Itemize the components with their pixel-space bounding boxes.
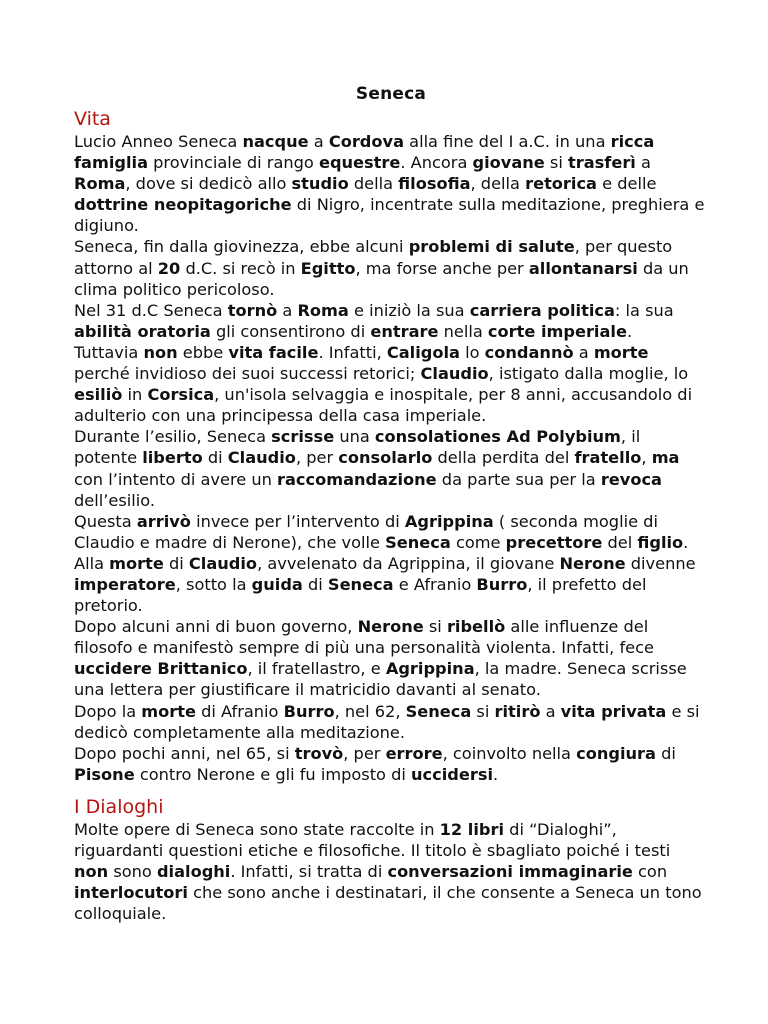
bold-text: Claudio [188,553,258,573]
text-run: , per questo attorno al [74,237,673,278]
text-run: : la sua [614,300,674,320]
text-run: del [602,532,638,552]
document-title: Seneca [355,84,427,104]
section-body-vita [74,131,708,785]
text-run: della perdita del [432,448,575,468]
bold-text: carriera politica [469,300,615,320]
bold-text: Seneca [405,701,472,721]
bold-text: Agrippina [385,659,475,679]
bold-text: trovò [294,743,344,763]
text-run: una [334,427,375,447]
bold-text: Roma [74,174,126,194]
section-body-dialoghi [74,819,708,924]
text-run: a [308,132,329,151]
bold-text: tornò [227,300,278,320]
bold-text: non [74,862,109,882]
bold-text: Cordova [328,132,404,151]
bold-text: precettore [505,532,603,552]
text-run: sono [108,862,157,882]
text-run: come [450,532,506,552]
text-run: di Nigro, incentrate sulla meditazione, preghiera e digiuno. [74,195,705,236]
text-run: , coinvolto nella [442,743,577,763]
text-run: di [202,448,228,468]
text-run: dell’esilio. [74,490,156,510]
bold-text: corte imperiale [487,321,627,341]
bold-text: Agrippina [404,511,494,531]
section-dialoghi [74,795,708,924]
text-run: a [540,701,561,721]
text-run: Dopo pochi anni, nel 65, si [74,743,295,763]
paragraph [74,236,708,299]
bold-text: trasferì [568,153,636,173]
text-run: si [471,701,495,721]
text-run: . Infatti, [318,342,387,362]
text-run: Molte opere di Seneca sono state raccolte in [74,819,440,839]
text-run: provinciale di rango [148,153,319,173]
bold-text: Egitto [300,258,356,278]
text-run: lo [459,342,485,362]
text-run: a [573,342,594,362]
text-run: contro Nerone e gli fu imposto di [134,764,412,784]
bold-text: filosofia [398,174,471,194]
bold-text: equestre [318,153,401,173]
bold-text: uccidere Brittanico [74,659,248,679]
text-run: nella [438,321,488,341]
bold-text: revoca [600,469,662,489]
text-run: . Infatti, si tratta di [230,862,388,882]
text-run: di [655,743,676,763]
text-run: Durante l’esilio, Seneca [74,427,272,447]
bold-text: morte [109,553,164,573]
text-run: e iniziò la sua [348,300,470,320]
bold-text: Burro [476,574,528,594]
text-run: d.C. si recò in [180,258,301,278]
bold-text: arrivò [136,511,191,531]
text-run: , della [470,174,526,194]
bold-text: consolarlo [338,448,433,468]
text-run: . [683,532,689,552]
text-run: Alla [74,553,110,573]
text-run: , avvelenato da Agrippina, il giovane [257,553,560,573]
bold-text: problemi di salute [408,237,575,257]
paragraph [74,616,708,700]
text-run: Seneca, fin dalla giovinezza, ebbe alcuni [74,237,409,257]
text-run: , nel 62, [334,701,406,721]
paragraph [74,701,708,743]
text-run: , dove si dedicò allo [125,174,292,194]
text-run: della [348,174,399,194]
paragraph [74,342,708,426]
bold-text: raccomandazione [277,469,437,489]
text-run: , [641,448,652,468]
bold-text: studio [291,174,349,194]
bold-text: condannò [484,342,574,362]
text-run: , per [343,743,386,763]
text-run: , il potente [74,427,641,468]
text-run: Nel 31 d.C Seneca [74,300,228,320]
text-run: . Ancora [400,153,473,173]
text-run: Tuttavia [74,342,144,362]
text-run: , ma forse anche per [355,258,529,278]
text-run: perché invidioso dei suoi successi retorici; [74,364,421,384]
bold-text: Caligola [386,342,460,362]
bold-text: allontanarsi [528,258,638,278]
bold-text: scrisse [271,427,335,447]
text-run: si [544,153,569,173]
text-run: Dopo alcuni anni di buon governo, [74,617,358,637]
text-run: , il prefetto del pretorio. [74,574,647,616]
text-run: che sono anche i destinatari, il che consente a Seneca un tono colloquiale. [74,883,702,924]
bold-text: consolationes Ad Polybium [374,427,621,447]
bold-text: vita privata [560,701,667,721]
text-run: di Afranio [195,701,284,721]
text-run: , sotto la [175,574,252,594]
text-run: Questa [74,511,137,531]
bold-text: Claudio [420,364,489,384]
section-vita [74,107,708,785]
bold-text: fratello [574,448,642,468]
bold-text: congiura [576,743,656,763]
paragraph [74,743,708,785]
text-run: di [163,553,189,573]
text-run: alle influenze del filosofo e manifestò sempre di più una personalità violenta. Infatti, fece [74,617,654,658]
bold-text: ricca famiglia [74,132,655,173]
text-run: , per [295,448,339,468]
text-run: con [632,862,668,882]
text-run: , il fratellastro, e [247,659,386,679]
bold-text: errore [385,743,443,763]
bold-text: ritirò [494,701,541,721]
bold-text: nacque [242,132,309,151]
bold-text: Seneca [385,532,451,552]
bold-text: morte [141,701,196,721]
text-run: ( seconda moglie di Claudio e madre di Nerone), che volle [74,511,658,552]
text-run: , un'isola selvaggia e inospitale, per 8 anni, accusandolo di adulterio con una principessa della casa imperiale. [74,385,693,426]
text-run: , istigato dalla moglie, lo [488,364,689,384]
bold-text: figlio [637,532,684,552]
section-heading-dialoghi: I Dialoghi [74,795,164,818]
bold-text: ma [651,448,680,468]
text-run: , la madre. Seneca scrisse una lettera per giustificare il matricidio davanti al senato. [74,659,687,700]
paragraph [74,426,708,510]
text-run: e si dedicò completamente alla meditazione. [74,701,700,742]
section-heading-vita: Vita [74,108,111,130]
bold-text: entrare [370,321,439,341]
paragraph [74,511,708,553]
text-run: . [626,321,633,341]
bold-text: Pisone [74,764,135,784]
text-run: da parte sua per la [436,469,601,489]
bold-text: imperatore [74,574,176,594]
paragraph [74,300,708,342]
bold-text: Corsica [147,385,215,405]
bold-text: 20 [157,258,181,278]
text-run: con l’intento di avere un [74,469,278,489]
bold-text: guida [251,574,303,594]
text-run: e delle [596,174,657,194]
bold-text: uccidersi [411,764,494,784]
paragraph [74,819,708,924]
bold-text: vita facile [228,342,319,362]
bold-text: abilità oratoria [74,321,211,341]
text-run: da un clima politico pericoloso. [74,258,689,299]
bold-text: Roma [297,300,349,320]
bold-text: Nerone [559,553,626,573]
paragraph [74,553,708,616]
text-run: di [302,574,328,594]
bold-text: non [143,342,178,362]
text-run: gli consentirono di [210,321,371,341]
bold-text: Burro [283,701,335,721]
bold-text: conversazioni immaginarie [387,862,633,882]
bold-text: Claudio [227,448,296,468]
text-run: e Afranio [393,574,477,594]
text-run: invece per l’intervento di [190,511,405,531]
paragraph [74,131,708,236]
bold-text: ribellò [446,617,506,637]
text-run: a [635,153,651,173]
text-run: in [122,385,148,405]
bold-text: liberto [142,448,203,468]
bold-text: Nerone [357,617,424,637]
text-run: a [277,300,298,320]
text-run: Lucio Anneo Seneca [74,132,243,151]
bold-text: giovane [472,153,545,173]
bold-text: dottrine neopitagoriche [74,195,292,215]
bold-text: retorica [525,174,597,194]
text-run: alla fine del I a.C. in una [404,132,611,151]
text-run: ebbe [177,342,229,362]
bold-text: morte [593,342,649,362]
bold-text: dialoghi [156,862,231,882]
text-run: . [493,764,499,784]
bold-text: interlocutori [74,883,188,903]
bold-text: esiliò [74,385,123,405]
text-run: si [423,617,447,637]
text-run: di “Dialoghi”, riguardanti questioni etiche e filosofiche. Il titolo è sbagliato poiché i testi [74,819,671,860]
bold-text: Seneca [327,574,394,594]
bold-text: 12 libri [439,819,505,839]
text-run: divenne [625,553,696,573]
text-run: Dopo la [74,701,142,721]
